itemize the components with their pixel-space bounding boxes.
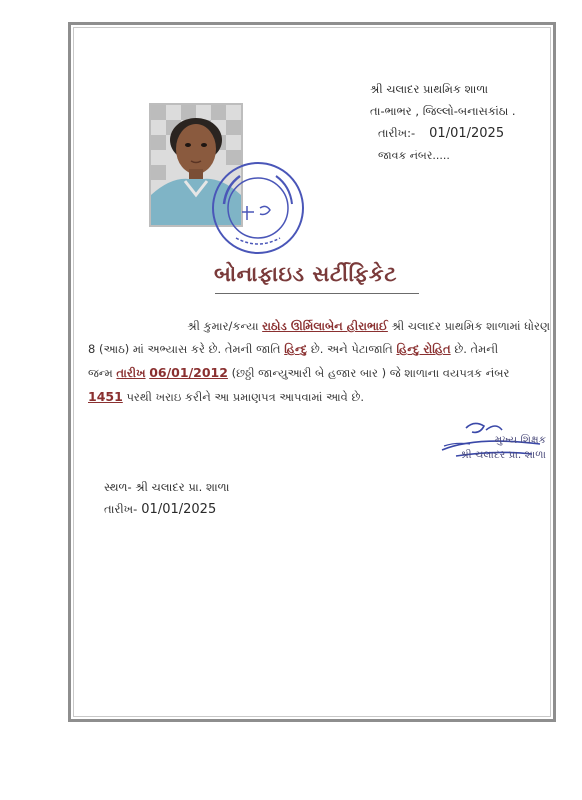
dob-in-words: (છઠ્ઠી જાન્યુઆરી બે હજાર બાર ) (231, 366, 387, 380)
certificate-title: બોનાફાઇડ સર્ટીફિકેટ (214, 262, 397, 286)
stamp-seal-icon (214, 164, 302, 252)
footer-date-label: તારીખ- (104, 502, 138, 516)
school-header (370, 78, 516, 167)
body-text-standard: 8 (આઠ) માં અભ્યાસ કરે છે. તેમની જાતિ (88, 342, 281, 356)
issue-date-row (370, 122, 516, 145)
issue-date-value: 01/01/2025 (429, 126, 505, 141)
signatory-school: શ્રી ચલાદર પ્રા. શાળા (460, 449, 546, 461)
body-text-subcaste-label: છે. અને પેટાજાતિ (310, 342, 393, 356)
student-caste: હિન્દુ (284, 342, 308, 356)
body-text-cont: છે. તેમની (454, 342, 499, 356)
school-address: તા-ભાભર , જિલ્લો-બનાસકાંઠા . (370, 104, 516, 118)
title-underline (215, 293, 419, 294)
student-name: રાઠોડ ઊર્મિલાબેન હીરાભાઈ (262, 319, 388, 333)
body-line-2 (88, 338, 550, 361)
register-number: 1451 (88, 389, 123, 404)
certificate-body (88, 315, 550, 409)
body-text-register: જે શાળાના વયપત્રક નંબર (389, 366, 510, 380)
body-text-school: શ્રી ચલાદર પ્રાથમિક શાળામાં ધોરણ (391, 319, 550, 333)
school-stamp (212, 162, 304, 254)
reference-number: જાવક નંબર..... (378, 149, 450, 162)
body-line-4 (88, 385, 550, 409)
dob-label: તારીખ (116, 366, 146, 380)
issue-date-label: તારીખ:- (378, 126, 416, 140)
footer-place: શ્રી ચલાદર પ્રા. શાળા (135, 480, 230, 494)
body-line-3 (88, 361, 550, 385)
body-line-1 (88, 315, 550, 338)
school-name: શ્રી ચલાદર પ્રાથમિક શાળા (370, 82, 489, 96)
certificate-footer (104, 476, 229, 521)
student-subcaste: હિન્દુ રોહિત (396, 342, 451, 356)
body-text-birth: જન્મ (88, 366, 113, 380)
body-text-closing: પરથી ખરાઇ કરીને આ પ્રમાણપત્ર આપવામાં આવે છે. (126, 390, 365, 404)
footer-date: 01/01/2025 (141, 502, 217, 517)
body-text-intro: શ્રી કુમાર/કન્યા (187, 319, 259, 333)
signature-block (438, 433, 546, 463)
footer-place-label: સ્થળ- (104, 480, 132, 494)
signatory-title: મુખ્ય શિક્ષક (494, 434, 546, 446)
footer-date-row (104, 498, 229, 521)
footer-place-row (104, 476, 229, 498)
date-of-birth: 06/01/2012 (149, 365, 228, 380)
